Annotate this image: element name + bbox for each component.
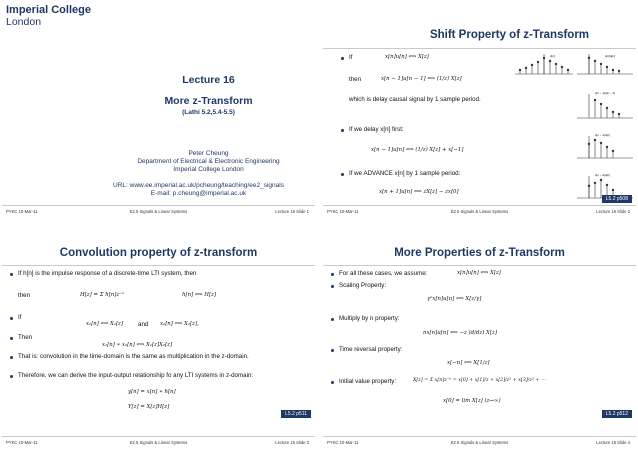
bullet-5: Initial value property:: [339, 378, 397, 385]
bullet-icon: [331, 285, 334, 288]
bullet-icon: [331, 273, 334, 276]
bullet-icon: [10, 375, 13, 378]
eq-if: x[n]u[n] ⟺ X[z]: [385, 54, 429, 60]
eq-conv: x₁[n] ∗ x₂[n] ⟺ X₁[z]X₂[z]: [102, 342, 173, 348]
author-name: Peter Cheung: [188, 150, 229, 157]
slide-footer: [2, 207, 315, 216]
title-rule: [323, 48, 636, 49]
footer-course: E2.5 Signals & Linear Systems: [450, 209, 509, 214]
logo-line-1: Imperial College: [6, 4, 91, 16]
lecture-heading: Lecture 16: [182, 74, 235, 86]
if-label: If: [349, 54, 353, 61]
eq-mult: nx[n]u[n] ⟺ −z (d/dz) X[z]: [423, 330, 497, 336]
bullet-2: Scaling Property:: [339, 282, 387, 289]
plot-label: x[n − 1]u[n − 1]: [595, 91, 616, 95]
eq-scale: γⁿx[n]u[n] ⟺ X[z/γ]: [427, 296, 482, 302]
plot-x: [515, 54, 573, 74]
eq-advance: x[n + 1]u[n] ⟺ zX[z] − zx[0]: [379, 189, 459, 195]
eq-init: X[z] = Σ x[n]z⁻ⁿ = x[0] + x[1]/z + x[2]/z² + x[3]/z³ + ⋯: [413, 378, 546, 383]
lecture-subtitle: (Lathi 5.2,5.4-5.5): [182, 109, 235, 116]
bullet-1: If h[n] is the impulse response of a discrete-time LTI system, then: [18, 270, 197, 277]
bullet-icon: [341, 129, 344, 132]
slide-footer: [323, 207, 636, 216]
plot-delay2: [577, 136, 633, 158]
url-link[interactable]: URL: www.ee.imperial.ac.uk/pcheung/teaching/ee2_signals: [113, 182, 284, 189]
bullet-icon: [331, 318, 334, 321]
bullet-3: Therefore, we can derive the input-output relationship fo any LTI systems in z-domain:: [18, 372, 254, 379]
vertical-divider: [318, 0, 320, 451]
then-label: then: [18, 292, 31, 299]
stem-plots: [515, 52, 635, 212]
footer-rule: [2, 436, 315, 437]
slide-1: [2, 2, 315, 218]
footer-slide-number: Lecture 16 Slide 3: [275, 440, 309, 445]
then-label: then: [349, 76, 362, 83]
bullet-icon: [10, 337, 13, 340]
eq-then: x[n − 1]u[n − 1] ⟺ (1/z) X[z]: [381, 76, 462, 82]
footer-slide-number: Lecture 16 Slide 2: [596, 209, 630, 214]
slide-4: [323, 233, 636, 449]
bullet-icon: [10, 273, 13, 276]
reference-badge: L5.2 p511: [281, 410, 311, 418]
slide-title: Convolution property of z-transform: [59, 247, 258, 259]
footer-course: E2.5 Signals & Linear Systems: [129, 440, 188, 445]
reference-badge: L5.2 p512: [602, 410, 632, 418]
footer-date: PYKC 10-Mar-11: [327, 440, 359, 445]
bullet-2: That is: convolution in the time-domain is the same as multiplication in the z-domain.: [18, 353, 249, 360]
bullet-icon: [341, 173, 344, 176]
eq-H: H[z] = Σ h[n]z⁻ⁿ: [80, 292, 125, 298]
slide-2: [323, 2, 636, 218]
bullet-4: Time reversal property:: [339, 346, 403, 353]
advance-text: If we ADVANCE x[n] by 1 sample period:: [349, 170, 461, 177]
bullet-icon: [331, 349, 334, 352]
logo-line-2: London: [6, 16, 42, 28]
eq-assume: x[n]u[n] ⟺ X[z]: [457, 270, 501, 276]
email-link[interactable]: E-mail: p.cheung@imperial.ac.uk: [150, 190, 247, 197]
footer-slide-number: Lecture 16 Slide 1: [275, 209, 309, 214]
footer-rule: [323, 436, 636, 437]
college-name: Imperial College London: [173, 166, 244, 173]
bullet-1: For all these cases, we assume:: [339, 270, 428, 277]
eq-x1: x₁[n] ⟺ X₁[z]: [86, 321, 124, 327]
right-text: If we delay x[n] first:: [349, 126, 404, 133]
college-logo: [6, 4, 91, 28]
lecture-title: More z-Transform: [164, 95, 253, 107]
slide-title: Shift Property of z-Transform: [429, 29, 590, 41]
bullet-icon: [10, 356, 13, 359]
footer-date: PYKC 10-Mar-11: [6, 440, 38, 445]
bullet-icon: [10, 317, 13, 320]
reference-badge: L5.2 p508: [602, 195, 632, 203]
eq-Y: Y[z] = X[z]H[z]: [128, 404, 170, 410]
title-rule: [323, 265, 636, 266]
footer-course: E2.5 Signals & Linear Systems: [129, 209, 188, 214]
plot-label: x[n − 2]u[n]: [595, 173, 610, 177]
then-2: Then: [18, 334, 33, 341]
eq-h: h[n] ⟺ H[z]: [182, 292, 217, 298]
plot-label: x[n]u[n]: [605, 54, 615, 58]
footer-date: PYKC 10-Mar-11: [6, 209, 38, 214]
and-label: and: [138, 321, 149, 328]
plot-label: x[n − 1]u[n]: [595, 133, 610, 137]
eq-lim: x[0] = lim X[z] (z→∞): [443, 398, 501, 404]
if-label: If: [18, 314, 22, 321]
plot-label: x[n]: [550, 54, 555, 58]
footer-rule: [2, 205, 315, 206]
eq-rev: x[−n] ⟺ X[1/z]: [447, 360, 490, 366]
eq-x2: x₂[n] ⟺ X₂[z],: [160, 321, 199, 327]
footer-slide-number: Lecture 16 Slide 4: [596, 440, 630, 445]
department: Department of Electrical & Electronic Engineering: [137, 158, 280, 165]
slide-title: More Properties of z-Transform: [394, 247, 565, 259]
title-rule: [2, 265, 315, 266]
slide-3: [2, 233, 315, 449]
footer-course: E2.5 Signals & Linear Systems: [450, 440, 509, 445]
eq-right: x[n − 1]u[n] ⟺ (1/z) X[z] + x[−1]: [371, 147, 464, 153]
eq-y: y[n] = x[n] ∗ h[n]: [128, 389, 176, 395]
slide-footer: [323, 438, 636, 447]
footer-rule: [323, 205, 636, 206]
delay-text: which is delay causal signal by 1 sample period.: [349, 96, 481, 103]
plot-delay1: [577, 94, 633, 118]
bullet-icon: [341, 57, 344, 60]
bullet-icon: [331, 381, 334, 384]
bullet-3: Multiply by n property:: [339, 315, 400, 322]
footer-date: PYKC 10-Mar-11: [327, 209, 359, 214]
slide-footer: [2, 438, 315, 447]
